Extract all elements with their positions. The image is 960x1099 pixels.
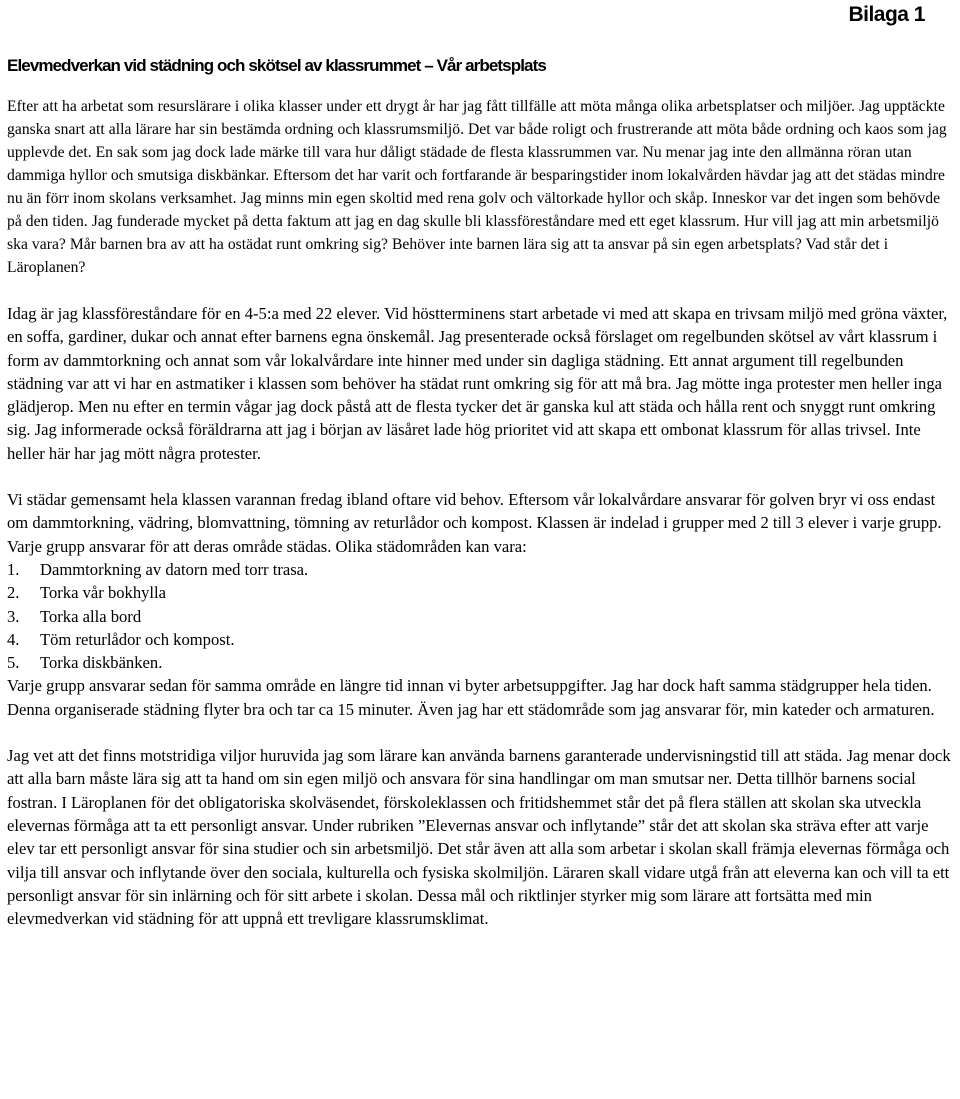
list-item: [7, 651, 955, 674]
paragraph-classroom: Idag är jag klassföreståndare för en 4-5:a med 22 elever. Vid höstterminens start arbetade vi med att skapa en trivsam miljö med gröna växter, en soffa, gardiner, dukar och annat efter barnens egna önskemål. Jag presenterade också förslaget om regelbunden skötsel av vårt klassrum i form av dammtorkning och annat som vår lokalvårdare inte hinner med under sin dagliga städning. Ett annat argument till regelbunden städning var att vi har en astmatiker i klassen som behöver ha städat runt omkring sig för att må bra. Jag mötte inga protester men heller inga glädjerop. Men nu efter en termin vågar jag dock påstå att de flesta tycker det är ganska kul att städa och hålla rent och snyggt runt omkring sig. Jag informerade också föräldrarna att jag i början av läsåret lade hög prioritet vid att skapa ett ombonat klassrum för allas trivsel. Inte heller här har jag mött några protester.: [7, 304, 948, 463]
list-item-text: Torka vår bokhylla: [40, 583, 167, 603]
appendix-label: Bilaga 1: [848, 3, 925, 26]
list-item: [7, 581, 955, 604]
list-item: [7, 558, 955, 581]
list-item-text: Torka alla bord: [40, 606, 142, 626]
paragraph-cleaning-routine: Vi städar gemensamt hela klassen varannan fredag ibland oftare vid behov. Eftersom vår lokalvårdare ansvarar för golven bryr vi oss endast om dammtorkning, vädring, blomvattning, tömning av returlådor och kompost. Klassen är indelad i grupper med 2 till 3 elever i varje grupp. Varje grupp ansvarar för att deras område städas. Olika städområden kan vara:: [7, 490, 942, 556]
list-item: [7, 605, 955, 628]
list-item-text: Dammtorkning av datorn med torr trasa.: [40, 559, 309, 579]
list-item-text: Töm returlådor och kompost.: [40, 629, 235, 649]
cleaning-areas-list: [7, 558, 955, 674]
list-item-number: 2.: [7, 583, 20, 603]
list-item-number: 3.: [7, 606, 20, 626]
paragraph-curriculum: Jag vet att det finns motstridiga viljor huruvida jag som lärare kan använda barnens garanterade undervisningstid till att städa. Jag menar dock att alla barn måste lära sig att ta hand om sin egen miljö och ansvara för sina handlingar om man smutsar ner. Detta tillhör barnens social fostran. I Läroplanen för det obligatoriska skolväsendet, förskoleklassen och fritidshemmet står det på flera ställen att skolan ska utveckla elevernas förmåga att ta ett personligt ansvar. Under rubriken ”Elevernas ansvar och inflytande” står det att skolan ska sträva efter att varje elev tar ett personligt ansvar för sina studier och sin arbetsmiljö. Det står även att alla som arbetar i skolan skall främja elevernas förmåga och vilja till ansvar och inflytande över den sociala, kulturella och fysiska skolmiljön. Läraren skall vidare utgå från att eleverna kan och vill ta ett personligt ansvar för sin inlärning och för sitt arbete i skolan. Dessa mål och riktlinjer styrker mig som lärare att fortsätta med min elevmedverkan vid städning för att uppnå ett trevligare klassrumsklimat.: [7, 746, 951, 929]
list-item-number: 5.: [7, 653, 20, 673]
list-item-number: 1.: [7, 559, 20, 579]
list-item-number: 4.: [7, 629, 20, 649]
paragraph-groups: Varje grupp ansvarar sedan för samma område en längre tid innan vi byter arbetsuppgifter. Jag har dock haft samma städgrupper hela tiden. Denna organiserade städning flyter bra och tar ca 15 minuter. Även jag har ett städområde som jag ansvarar för, min kateder och armaturen.: [7, 676, 935, 719]
list-item-text: Torka diskbänken.: [40, 653, 163, 673]
document-page: [7, 0, 955, 930]
document-title: Elevmedverkan vid städning och skötsel av klassrummet – Vår arbetsplats: [7, 56, 546, 75]
paragraph-intro: Efter att ha arbetat som resurslärare i olika klasser under ett drygt år har jag fått tillfälle att möta många olika arbetsplatser och miljöer. Jag upptäckte ganska snart att alla lärare har sin bestämda ordning och klassrumsmiljö. Det var både roligt och frustrerande att möta både ordning och kaos som jag upplevde det. En sak som jag dock lade märke till vara hur dåligt städade de flesta klassrummen var. Nu menar jag inte den allmänna röran utan dammiga hyllor och smutsiga diskbänkar. Eftersom det har varit och fortfarande är besparingstider inom lokalvården hävdar jag att det städas mindre nu än förr inom skolans verksamhet. Jag minns min egen skoltid med rena golv och vältorkade hyllor och skåp. Inneskor var det ingen som behövde på den tiden. Jag funderade mycket på detta faktum att jag en dag skulle bli klassföreståndare med ett eget klassrum. Hur vill jag att min arbetsmiljö ska vara? Mår barnen bra av att ha ostädat runt omkring sig? Behöver inte barnen lära sig att ta ansvar på sin egen arbetsplats? Vad står det i Läroplanen?: [7, 98, 947, 276]
list-item: [7, 628, 955, 651]
